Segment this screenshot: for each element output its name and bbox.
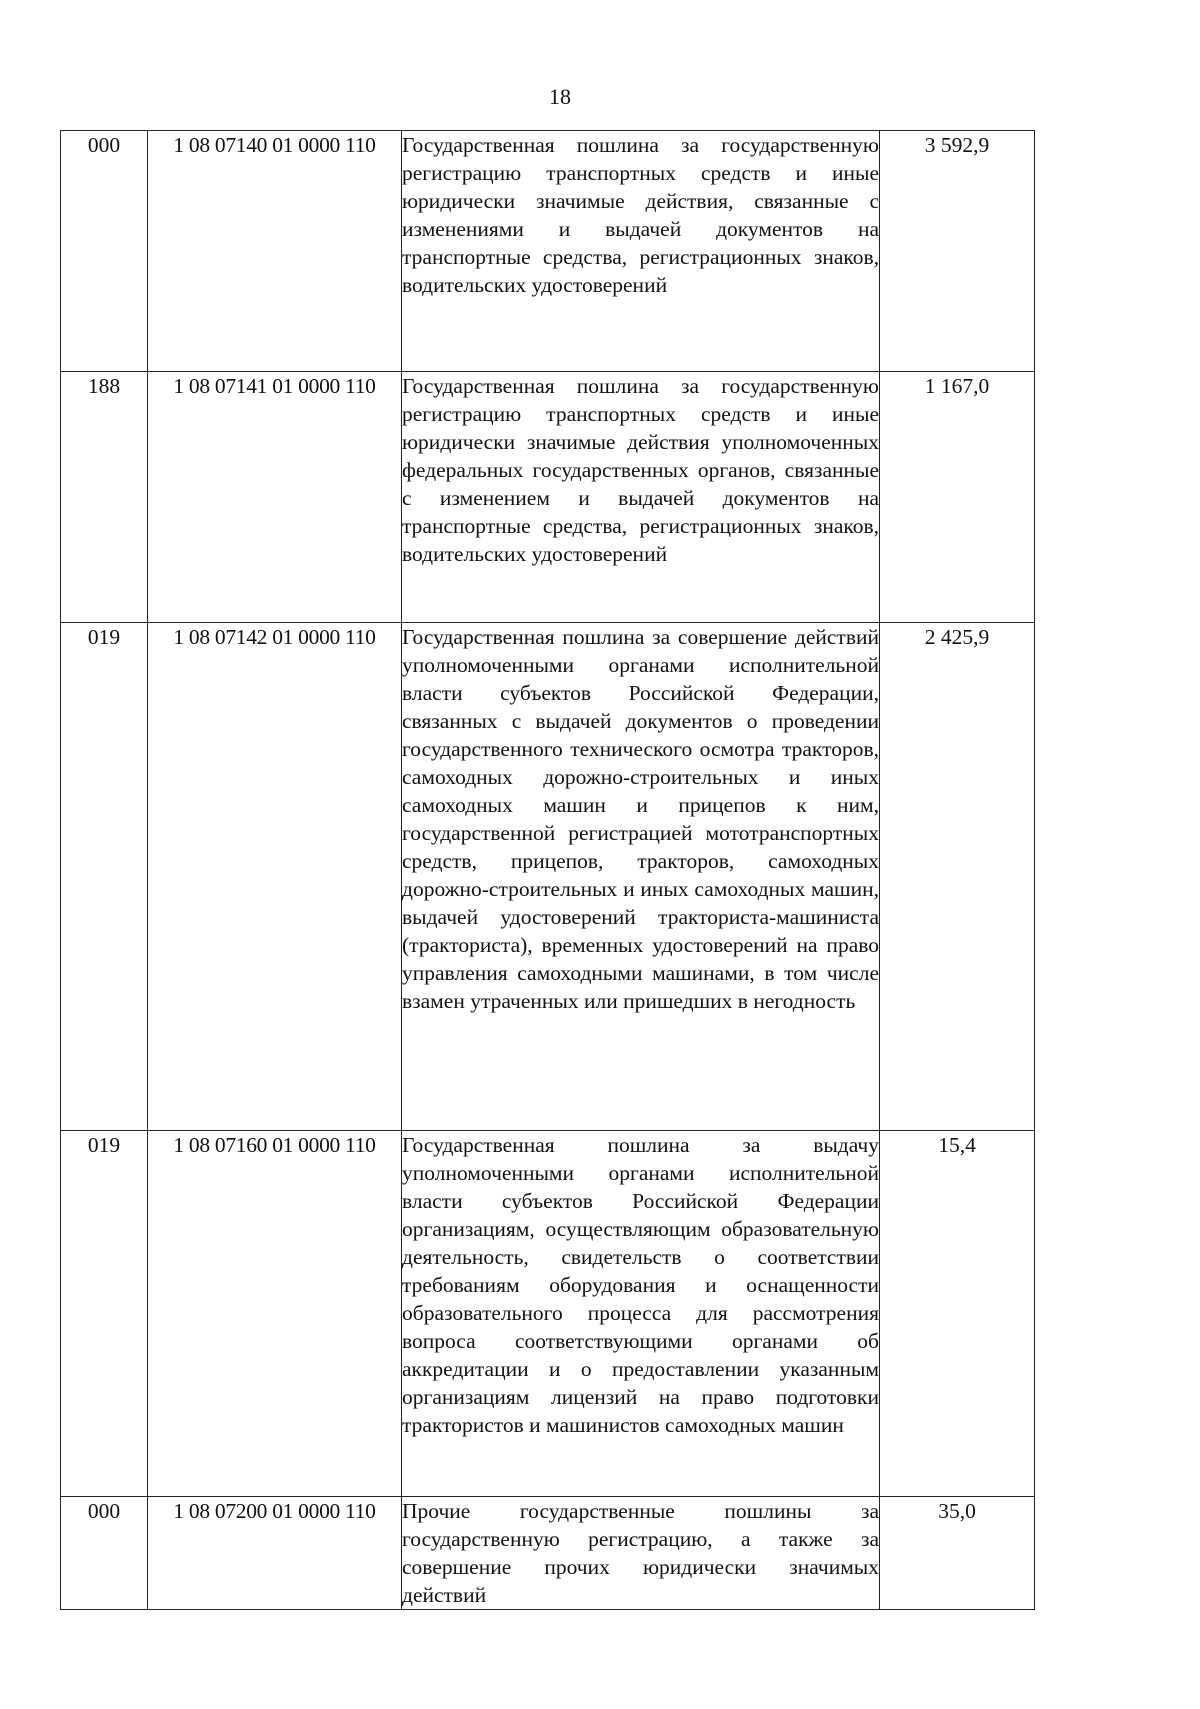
amount-cell: 2 425,9 [880,623,1035,1131]
revenue-name-cell: Государственная пошлина за совершение действий уполномоченными органами исполнительной власти субъектов Российской Федерации, связанных с выдачей документов о проведении государственного технического осмотра тракторов, самоходных дорожно-строительных и иных самоходных машин и прицепов к ним, государственной регистрацией мототранспортных средств, прицепов, тракторов, самоходных дорожно-строительных и иных самоходных машин, выдачей удостоверений тракториста-машиниста (тракториста), временных удостоверений на право управления самоходными машинами, в том числе взамен утраченных или пришедших в негодность [402,623,880,1131]
admin-code-cell: 188 [61,372,148,623]
table-row [61,1497,1035,1610]
revenue-name-cell: Прочие государственные пошлины за государственную регистрацию, а также за совершение прочих юридически значимых действий [402,1497,880,1610]
amount-cell: 3 592,9 [880,131,1035,372]
amount-cell: 35,0 [880,1497,1035,1610]
classification-code-cell: 1 08 07141 01 0000 110 [148,372,402,623]
amount-cell: 15,4 [880,1131,1035,1497]
admin-code-cell: 000 [61,131,148,372]
admin-code-cell: 019 [61,623,148,1131]
table-row [61,1131,1035,1497]
admin-code-cell: 019 [61,1131,148,1497]
classification-code-cell: 1 08 07160 01 0000 110 [148,1131,402,1497]
table-row [61,131,1035,372]
revenue-name-cell: Государственная пошлина за выдачу уполномоченными органами исполнительной власти субъектов Российской Федерации организациям, осуществляющим образовательную деятельность, свидетельств о соответствии требованиям оборудования и оснащенности образовательного процесса для рассмотрения вопроса соответствующими органами об аккредитации и о предоставлении указанным организациям лицензий на право подготовки трактористов и машинистов самоходных машин [402,1131,880,1497]
revenue-name-cell: Государственная пошлина за государственную регистрацию транспортных средств и иные юридически значимые действия уполномоченных федеральных государственных органов, связанные с изменением и выдачей документов на транспортные средства, регистрационных знаков, водительских удостоверений [402,372,880,623]
revenue-name-cell: Государственная пошлина за государственную регистрацию транспортных средств и иные юридически значимые действия, связанные с изменениями и выдачей документов на транспортные средства, регистрационных знаков, водительских удостоверений [402,131,880,372]
amount-cell: 1 167,0 [880,372,1035,623]
classification-code-cell: 1 08 07140 01 0000 110 [148,131,402,372]
classification-code-cell: 1 08 07142 01 0000 110 [148,623,402,1131]
table-row [61,372,1035,623]
admin-code-cell: 000 [61,1497,148,1610]
classification-code-cell: 1 08 07200 01 0000 110 [148,1497,402,1610]
budget-revenue-table [60,130,1035,1610]
page-number: 18 [549,84,571,109]
table-row [61,623,1035,1131]
